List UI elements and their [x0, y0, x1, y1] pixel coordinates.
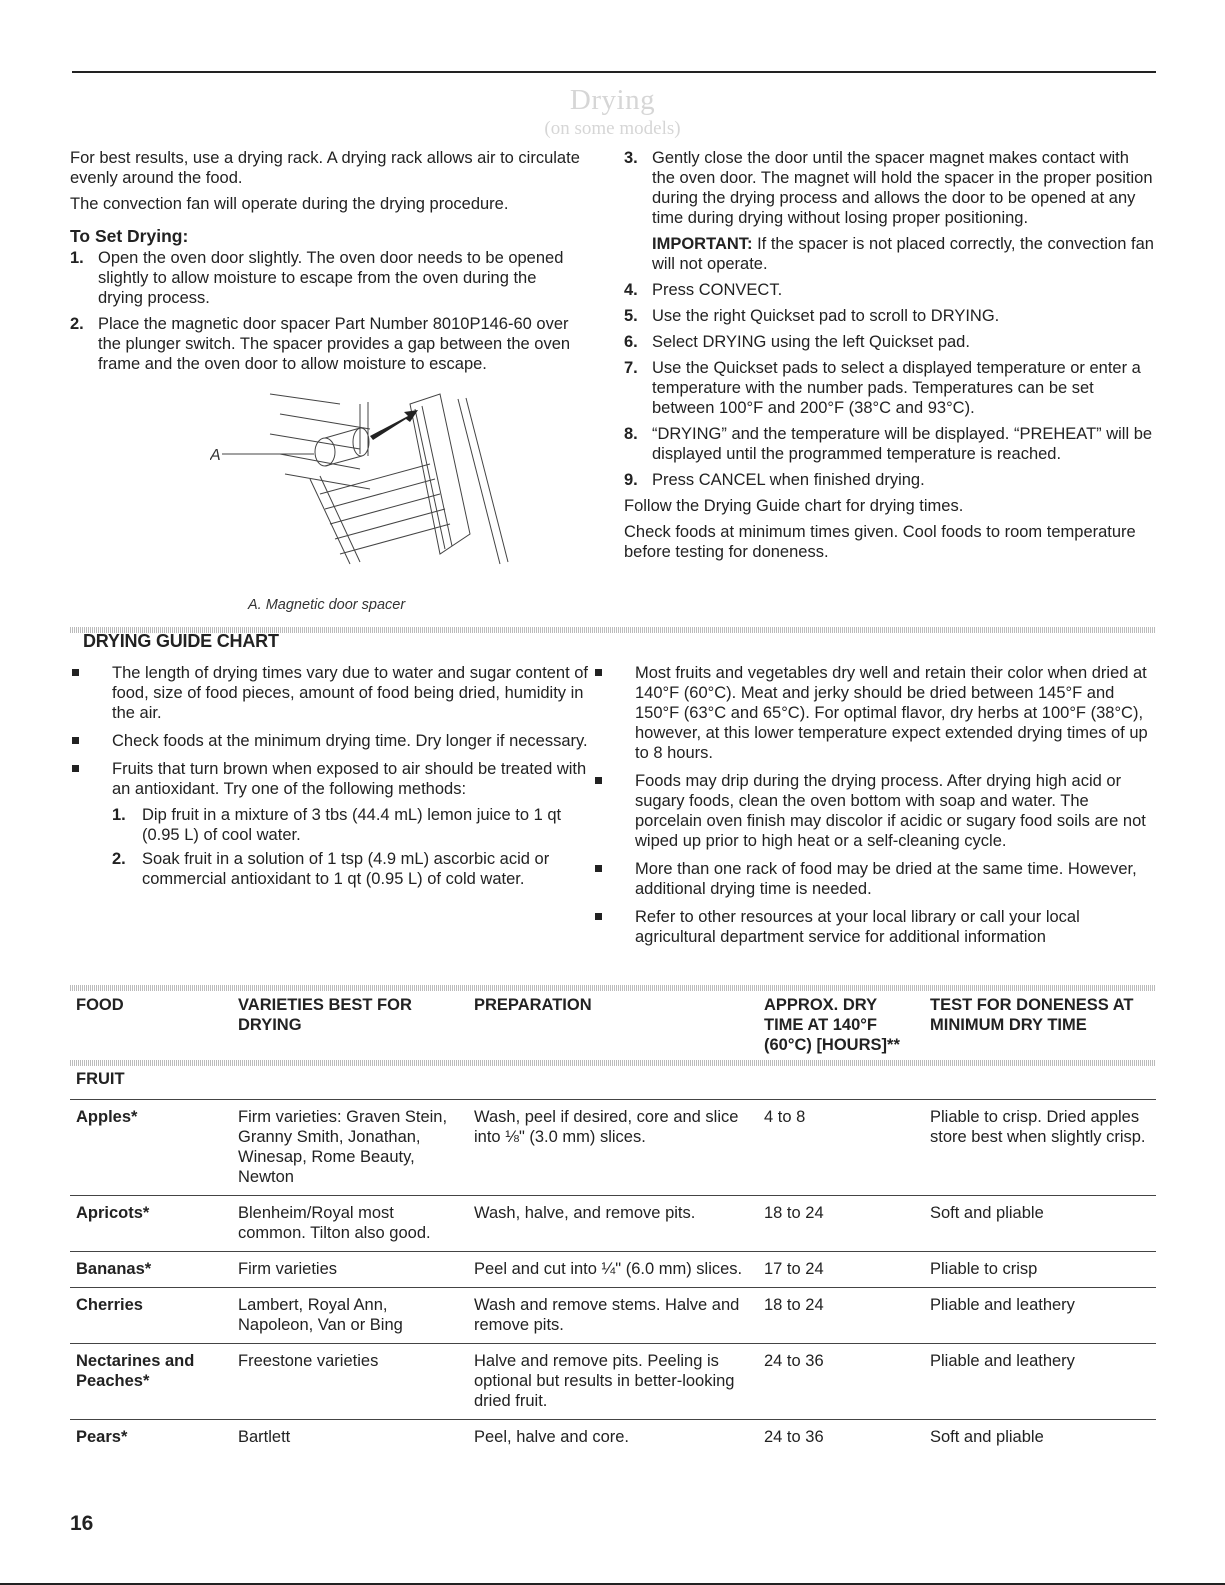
bullet-square-icon — [595, 913, 602, 920]
important-text: If the spacer is not placed correctly, the convection fan will not operate. — [652, 235, 1154, 273]
bullet-item — [593, 771, 1156, 851]
column-header: VARIETIES BEST FOR DRYING — [238, 996, 412, 1034]
bullet-item — [70, 759, 590, 889]
dry-time-cell: 24 to 36 — [758, 1344, 924, 1420]
left-column — [70, 148, 585, 584]
column-header: FOOD — [76, 996, 124, 1014]
figure-label: A — [210, 447, 221, 464]
step-item — [624, 358, 1156, 418]
door-spacer-illustration — [210, 384, 530, 574]
doneness-cell: Pliable and leathery — [924, 1288, 1156, 1344]
bullet-square-icon — [72, 765, 79, 772]
dry-time-cell: 18 to 24 — [758, 1196, 924, 1252]
step-number: 4. — [624, 281, 638, 299]
bullet-item — [593, 907, 1156, 947]
dry-time-cell: 18 to 24 — [758, 1288, 924, 1344]
bullet-text: More than one rack of food may be dried at the same time. However, additional drying time is needed. — [635, 860, 1137, 898]
food-cell: Nectarines and Peaches* — [70, 1344, 232, 1420]
important-label: IMPORTANT: — [652, 235, 753, 253]
right-column — [624, 148, 1156, 568]
page-number: 16 — [70, 1512, 94, 1535]
step-text: Select DRYING using the left Quickset pad. — [652, 333, 970, 351]
category-row — [70, 1061, 1156, 1100]
bullet-square-icon — [595, 669, 602, 676]
step-item — [624, 332, 1156, 352]
table-divider — [70, 985, 1156, 991]
method-item — [112, 849, 590, 889]
category-label: FRUIT — [76, 1070, 125, 1088]
food-cell: Apricots* — [70, 1196, 232, 1252]
bullet-text: Foods may drip during the drying process. After drying high acid or sugary foods, clean the oven bottom with soap and water. The porcelain oven finish may discolor if acidic or sugary food soils are not wiped up prior to high heat or a self-cleaning cycle. — [635, 772, 1146, 850]
step-text: Press CONVECT. — [652, 281, 783, 299]
bullet-item — [593, 663, 1156, 763]
step-text: Use the Quickset pads to select a displayed temperature or enter a temperature with the number pads. Temperatures can be set between 100°F and 200°F (38°C and 93°C). — [652, 359, 1141, 417]
step-text: “DRYING” and the temperature will be displayed. “PREHEAT” will be displayed until the programmed temperature is reached. — [652, 425, 1153, 463]
bullet-item — [593, 859, 1156, 899]
figure-caption: A. Magnetic door spacer — [248, 597, 406, 613]
dry-time-cell: 24 to 36 — [758, 1420, 924, 1456]
table-row — [70, 1196, 1156, 1252]
doneness-cell: Pliable and leathery — [924, 1344, 1156, 1420]
set-drying-heading: To Set Drying: — [70, 226, 189, 246]
table-row — [70, 1288, 1156, 1344]
preparation-cell: Peel, halve and core. — [468, 1420, 758, 1456]
step-item — [624, 306, 1156, 326]
after-steps-paragraph: Follow the Drying Guide chart for drying times. — [624, 497, 964, 515]
varieties-cell: Firm varieties — [232, 1252, 468, 1288]
step-number: 6. — [624, 333, 638, 351]
method-text: Dip fruit in a mixture of 3 tbs (44.4 mL) lemon juice to 1 qt (0.95 L) of cool water. — [142, 806, 562, 844]
step-number: 3. — [624, 149, 638, 167]
bullet-text: Fruits that turn brown when exposed to air should be treated with an antioxidant. Try one of the following methods: — [112, 760, 587, 798]
steps-list-left — [70, 248, 585, 374]
table-row — [70, 1100, 1156, 1196]
bullet-text: Refer to other resources at your local library or call your local agricultural department service for additional information — [635, 908, 1080, 946]
preparation-cell: Peel and cut into ¼" (6.0 mm) slices. — [468, 1252, 758, 1288]
step-number: 1. — [70, 249, 84, 267]
antioxidant-methods — [112, 805, 590, 889]
column-header: PREPARATION — [474, 996, 592, 1014]
doneness-cell: Pliable to crisp. Dried apples store best when slightly crisp. — [924, 1100, 1156, 1196]
bullet-text: Most fruits and vegetables dry well and retain their color when dried at 140°F (60°C). Meat and jerky should be dried between 145°F and 150°F (63°C and 65°C). For optimal flavor, dry herbs at 100°F (38°C), however, at this lower temperature expect extended drying times of up to 8 hours. — [635, 664, 1148, 762]
steps-list-right — [624, 148, 1156, 490]
doneness-cell: Pliable to crisp — [924, 1252, 1156, 1288]
varieties-cell: Lambert, Royal Ann, Napoleon, Van or Bing — [232, 1288, 468, 1344]
step-item — [70, 248, 585, 308]
top-rule — [72, 71, 1156, 73]
table-row — [70, 1344, 1156, 1420]
varieties-cell: Freestone varieties — [232, 1344, 468, 1420]
step-text: Place the magnetic door spacer Part Number 8010P146-60 over the plunger switch. The spacer provides a gap between the oven frame and the oven door to allow moisture to escape. — [98, 315, 571, 373]
method-item — [112, 805, 590, 845]
method-number: 1. — [112, 806, 126, 824]
bullet-item — [70, 731, 590, 751]
column-header: APPROX. DRY TIME AT 140°F (60°C) [HOURS]** — [764, 996, 900, 1054]
preparation-cell: Halve and remove pits. Peeling is optional but results in better-looking dried fruit. — [468, 1344, 758, 1420]
bullet-text: The length of drying times vary due to water and sugar content of food, size of food pieces, amount of food being dried, humidity in the air. — [112, 664, 589, 722]
bullet-square-icon — [595, 865, 602, 872]
step-item — [624, 470, 1156, 490]
method-text: Soak fruit in a solution of 1 tsp (4.9 mL) ascorbic acid or commercial antioxidant to 1 qt (0.95 L) of cold water. — [142, 850, 550, 888]
bullet-square-icon — [72, 737, 79, 744]
preparation-cell: Wash and remove stems. Halve and remove pits. — [468, 1288, 758, 1344]
table-row — [70, 1252, 1156, 1288]
step-number: 2. — [70, 315, 84, 333]
food-cell: Pears* — [70, 1420, 232, 1456]
intro-paragraph: For best results, use a drying rack. A drying rack allows air to circulate evenly around the food. — [70, 149, 580, 187]
doneness-cell: Soft and pliable — [924, 1420, 1156, 1456]
step-item — [70, 314, 585, 374]
column-header: TEST FOR DONENESS AT MINIMUM DRY TIME — [930, 996, 1134, 1034]
varieties-cell: Bartlett — [232, 1420, 468, 1456]
step-item — [624, 148, 1156, 274]
chart-heading: DRYING GUIDE CHART — [83, 631, 279, 651]
bullet-text: Check foods at the minimum drying time. Dry longer if necessary. — [112, 732, 588, 750]
step-number: 5. — [624, 307, 638, 325]
step-text: Use the right Quickset pad to scroll to DRYING. — [652, 307, 1000, 325]
intro-paragraph: The convection fan will operate during the drying procedure. — [70, 195, 509, 213]
after-steps-paragraph: Check foods at minimum times given. Cool foods to room temperature before testing for doneness. — [624, 523, 1136, 561]
food-cell: Bananas* — [70, 1252, 232, 1288]
table-header-row — [70, 995, 1156, 1061]
guide-bullets-left — [70, 663, 590, 897]
page-title: Drying — [569, 84, 656, 116]
step-number: 8. — [624, 425, 638, 443]
door-spacer-figure — [70, 384, 585, 584]
step-item — [624, 280, 1156, 300]
step-number: 9. — [624, 471, 638, 489]
varieties-cell: Blenheim/Royal most common. Tilton also good. — [232, 1196, 468, 1252]
bullet-square-icon — [72, 669, 79, 676]
doneness-cell: Soft and pliable — [924, 1196, 1156, 1252]
food-cell: Apples* — [70, 1100, 232, 1196]
step-text: Press CANCEL when finished drying. — [652, 471, 925, 489]
table-row — [70, 1420, 1156, 1456]
dry-time-cell: 4 to 8 — [758, 1100, 924, 1196]
preparation-cell: Wash, halve, and remove pits. — [468, 1196, 758, 1252]
bullet-item — [70, 663, 590, 723]
varieties-cell: Firm varieties: Graven Stein, Granny Smith, Jonathan, Winesap, Rome Beauty, Newton — [232, 1100, 468, 1196]
bullet-square-icon — [595, 777, 602, 784]
drying-guide-table — [70, 995, 1156, 1455]
method-number: 2. — [112, 850, 126, 868]
step-item — [624, 424, 1156, 464]
food-cell: Cherries — [70, 1288, 232, 1344]
dry-time-cell: 17 to 24 — [758, 1252, 924, 1288]
step-text: Open the oven door slightly. The oven door needs to be opened slightly to allow moisture to escape from the oven during the drying process. — [98, 249, 564, 307]
step-number: 7. — [624, 359, 638, 377]
preparation-cell: Wash, peel if desired, core and slice into ⅛" (3.0 mm) slices. — [468, 1100, 758, 1196]
page-subtitle: (on some models) — [544, 118, 681, 139]
guide-bullets-right — [593, 663, 1156, 955]
important-note — [652, 234, 1156, 274]
step-text: Gently close the door until the spacer magnet makes contact with the oven door. The magnet will hold the spacer in the proper position during the drying process and allows the door to be opened at any time during drying without losing proper positioning. — [652, 149, 1153, 227]
